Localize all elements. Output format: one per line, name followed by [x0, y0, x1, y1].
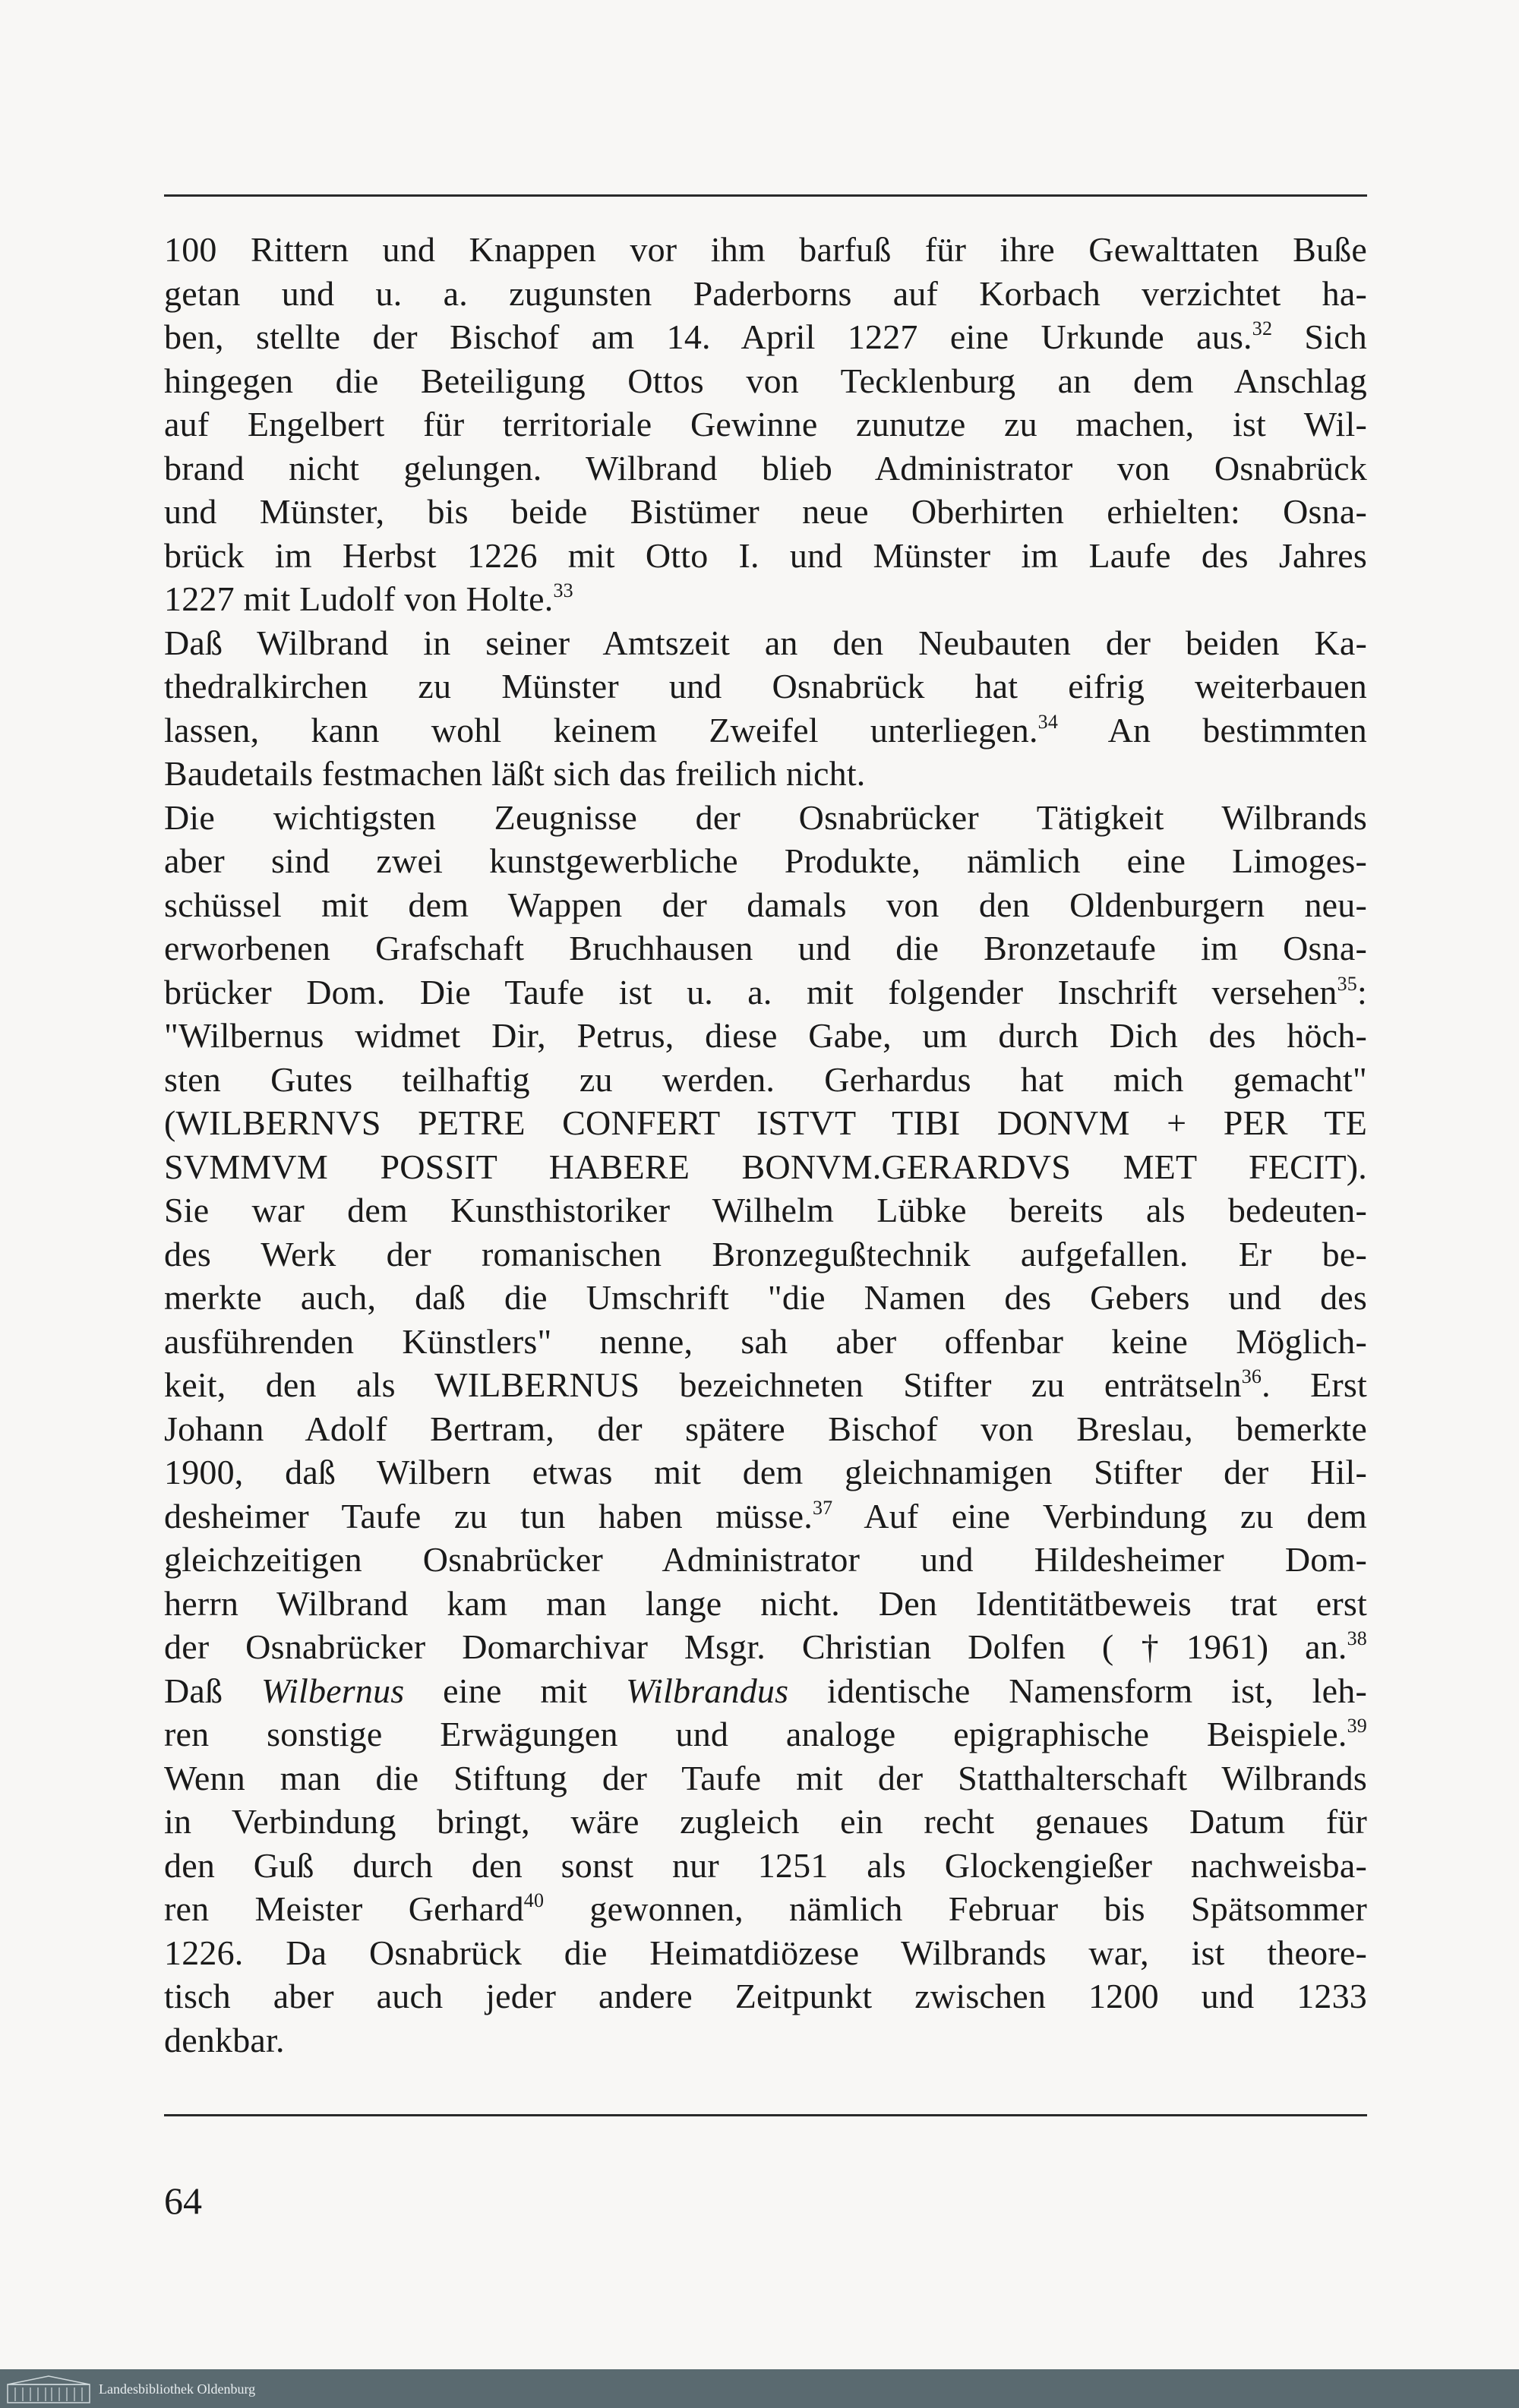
text-line — [164, 447, 1367, 491]
line-text-after: : — [1357, 972, 1367, 1011]
footnote-marker: 39 — [1347, 1715, 1367, 1737]
text-line — [164, 970, 1367, 1015]
text-line — [164, 1974, 1367, 2018]
line-text: herrn Wilbrand kam man lange nicht. Den Identitätbeweis trat erst — [164, 1583, 1367, 1623]
text-line — [164, 1320, 1367, 1364]
line-text-mid: eine mit — [404, 1671, 627, 1710]
line-text: hingegen die Beteiligung Ottos von Tecklenburg an dem Anschlag — [164, 361, 1367, 400]
body-text — [164, 228, 1367, 2096]
text-line — [164, 1756, 1367, 1800]
text-line — [164, 796, 1367, 840]
line-text: gleichzeitigen Osnabrücker Administrator und Hildesheimer Dom- — [164, 1540, 1367, 1579]
library-building-icon — [6, 2374, 91, 2404]
line-text: sten Gutes teilhaftig zu werden. Gerhardus hat mich gemacht" — [164, 1059, 1367, 1099]
text-line — [164, 1188, 1367, 1232]
line-text: getan und u. a. zugunsten Paderborns auf Korbach verzichtet ha- — [164, 273, 1367, 313]
line-text: schüssel mit dem Wappen der damals von den Oldenburgern neu- — [164, 885, 1367, 924]
line-text: der Osnabrücker Domarchivar Msgr. Christian Dolfen (†1961) an. — [164, 1627, 1347, 1666]
text-line — [164, 1582, 1367, 1626]
line-text: in Verbindung bringt, wäre zugleich ein recht genaues Datum für — [164, 1802, 1367, 1841]
footnote-marker: 36 — [1241, 1365, 1262, 1387]
text-line — [164, 272, 1367, 316]
library-footer-label: Landesbibliothek Oldenburg — [99, 2381, 256, 2397]
line-text: Daß — [164, 1671, 262, 1710]
text-line — [164, 1887, 1367, 1931]
text-line — [164, 228, 1367, 272]
line-text: keit, den als WILBERNUS bezeichneten Stifter zu enträtseln — [164, 1365, 1242, 1404]
text-line — [164, 1712, 1367, 1756]
line-text: ren Meister Gerhard — [164, 1889, 524, 1928]
footnote-marker: 38 — [1347, 1627, 1367, 1649]
text-line — [164, 402, 1367, 447]
line-text: ren sonstige Erwägungen und analoge epigraphische Beispiele. — [164, 1715, 1347, 1753]
text-line — [164, 359, 1367, 403]
line-text: "Wilbernus widmet Dir, Petrus, diese Gabe, um durch Dich des höch- — [164, 1016, 1367, 1055]
text-line — [164, 1101, 1367, 1145]
italic-text: Wilbrandus — [626, 1671, 789, 1710]
line-text: (WILBERNVS PETRE CONFERT ISTVT TIBI DONVM + PER TE — [164, 1103, 1367, 1142]
line-text: 1226. Da Osnabrück die Heimatdiözese Wilbrands war, ist theore- — [164, 1933, 1367, 1972]
line-text: Wenn man die Stiftung der Taufe mit der Statthalterschaft Wilbrands — [164, 1758, 1367, 1797]
line-text: auf Engelbert für territoriale Gewinne zunutze zu machen, ist Wil- — [164, 405, 1367, 443]
line-text: SVMMVM POSSIT HABERE BONVM.GERARDVS MET FECIT). — [164, 1147, 1367, 1186]
italic-text: Wilbernus — [261, 1671, 405, 1710]
text-line — [164, 1450, 1367, 1494]
line-text-after: Sich — [1272, 317, 1367, 356]
text-line — [164, 1931, 1367, 1975]
line-text: des Werk der romanischen Bronzegußtechnik aufgefallen. Er be- — [164, 1234, 1367, 1273]
text-line — [164, 1625, 1367, 1669]
line-text-after: Auf eine Verbindung zu dem — [832, 1496, 1367, 1535]
text-line — [164, 2018, 1367, 2062]
text-line — [164, 752, 1367, 796]
line-text: thedralkirchen zu Münster und Osnabrück hat eifrig weiterbauen — [164, 667, 1367, 705]
line-text-after: An bestimmten — [1058, 710, 1367, 750]
text-line — [164, 490, 1367, 534]
text-line — [164, 577, 1367, 621]
line-text-after: gewonnen, nämlich Februar bis Spätsommer — [544, 1889, 1367, 1928]
text-line — [164, 1800, 1367, 1844]
footnote-marker: 35 — [1337, 972, 1358, 995]
text-line — [164, 1014, 1367, 1058]
page-number: 64 — [164, 2179, 202, 2222]
text-line — [164, 621, 1367, 665]
line-text: Die wichtigsten Zeugnisse der Osnabrücker Tätigkeit Wilbrands — [164, 797, 1367, 837]
line-text: merkte auch, daß die Umschrift "die Namen des Gebers und des — [164, 1278, 1367, 1317]
text-line — [164, 883, 1367, 927]
line-text: den Guß durch den sonst nur 1251 als Glockengießer nachweisba- — [164, 1845, 1367, 1885]
text-line — [164, 1058, 1367, 1102]
footnote-marker: 37 — [812, 1496, 833, 1519]
line-text: ausführenden Künstlers" nenne, sah aber offenbar keine Möglich- — [164, 1321, 1367, 1361]
line-text: brand nicht gelungen. Wilbrand blieb Administrator von Osnabrück — [164, 448, 1367, 488]
text-line — [164, 1494, 1367, 1539]
text-line — [164, 1407, 1367, 1451]
line-text: tisch aber auch jeder andere Zeitpunkt zwischen 1200 und 1233 — [164, 1977, 1367, 2015]
line-text: denkbar. — [164, 2020, 285, 2059]
bottom-rule — [164, 2114, 1367, 2116]
library-footer-bar — [0, 2369, 1519, 2408]
line-text: desheimer Taufe zu tun haben müsse. — [164, 1496, 813, 1535]
text-line — [164, 839, 1367, 883]
line-text: Daß Wilbrand in seiner Amtszeit an den Neubauten der beiden Ka- — [164, 623, 1367, 662]
text-line — [164, 709, 1367, 753]
line-text: 100 Rittern und Knappen vor ihm barfuß für ihre Gewalttaten Buße — [164, 230, 1367, 269]
line-text: Johann Adolf Bertram, der spätere Bischof von Breslau, bemerkte — [164, 1409, 1367, 1448]
line-text: erworbenen Grafschaft Bruchhausen und die Bronzetaufe im Osna- — [164, 929, 1367, 967]
text-line — [164, 1276, 1367, 1320]
text-line — [164, 315, 1367, 359]
text-line — [164, 534, 1367, 578]
line-text: Sie war dem Kunsthistoriker Wilhelm Lübke bereits als bedeuten- — [164, 1191, 1367, 1229]
line-text-after: identische Namensform ist, leh- — [788, 1671, 1367, 1710]
footnote-marker: 40 — [523, 1889, 545, 1911]
line-text: aber sind zwei kunstgewerbliche Produkte, nämlich eine Limoges- — [164, 841, 1367, 880]
footnote-marker: 33 — [553, 579, 573, 601]
text-line — [164, 1363, 1367, 1407]
line-text: Baudetails festmachen läßt sich das freilich nicht. — [164, 754, 866, 793]
text-line — [164, 1232, 1367, 1277]
footnote-marker: 34 — [1037, 710, 1059, 733]
line-text: brück im Herbst 1226 mit Otto I. und Münster im Laufe des Jahres — [164, 535, 1367, 575]
line-text: lassen, kann wohl keinem Zweifel unterliegen. — [164, 710, 1038, 750]
text-line — [164, 1538, 1367, 1582]
line-text: ben, stellte der Bischof am 14. April 1227 eine Urkunde aus. — [164, 317, 1252, 356]
line-text: brücker Dom. Die Taufe ist u. a. mit folgender Inschrift versehen — [164, 972, 1337, 1011]
text-line — [164, 926, 1367, 970]
text-line — [164, 1145, 1367, 1189]
line-text: 1227 mit Ludolf von Holte. — [164, 579, 554, 618]
line-text: und Münster, bis beide Bistümer neue Oberhirten erhielten: Osna- — [164, 492, 1367, 531]
line-text: 1900, daß Wilbern etwas mit dem gleichnamigen Stifter der Hil- — [164, 1453, 1367, 1491]
top-rule — [164, 194, 1367, 197]
text-line — [164, 1669, 1367, 1713]
line-text-after: . Erst — [1262, 1365, 1367, 1404]
text-line — [164, 664, 1367, 709]
text-line — [164, 1844, 1367, 1888]
footnote-marker: 32 — [1252, 317, 1273, 339]
